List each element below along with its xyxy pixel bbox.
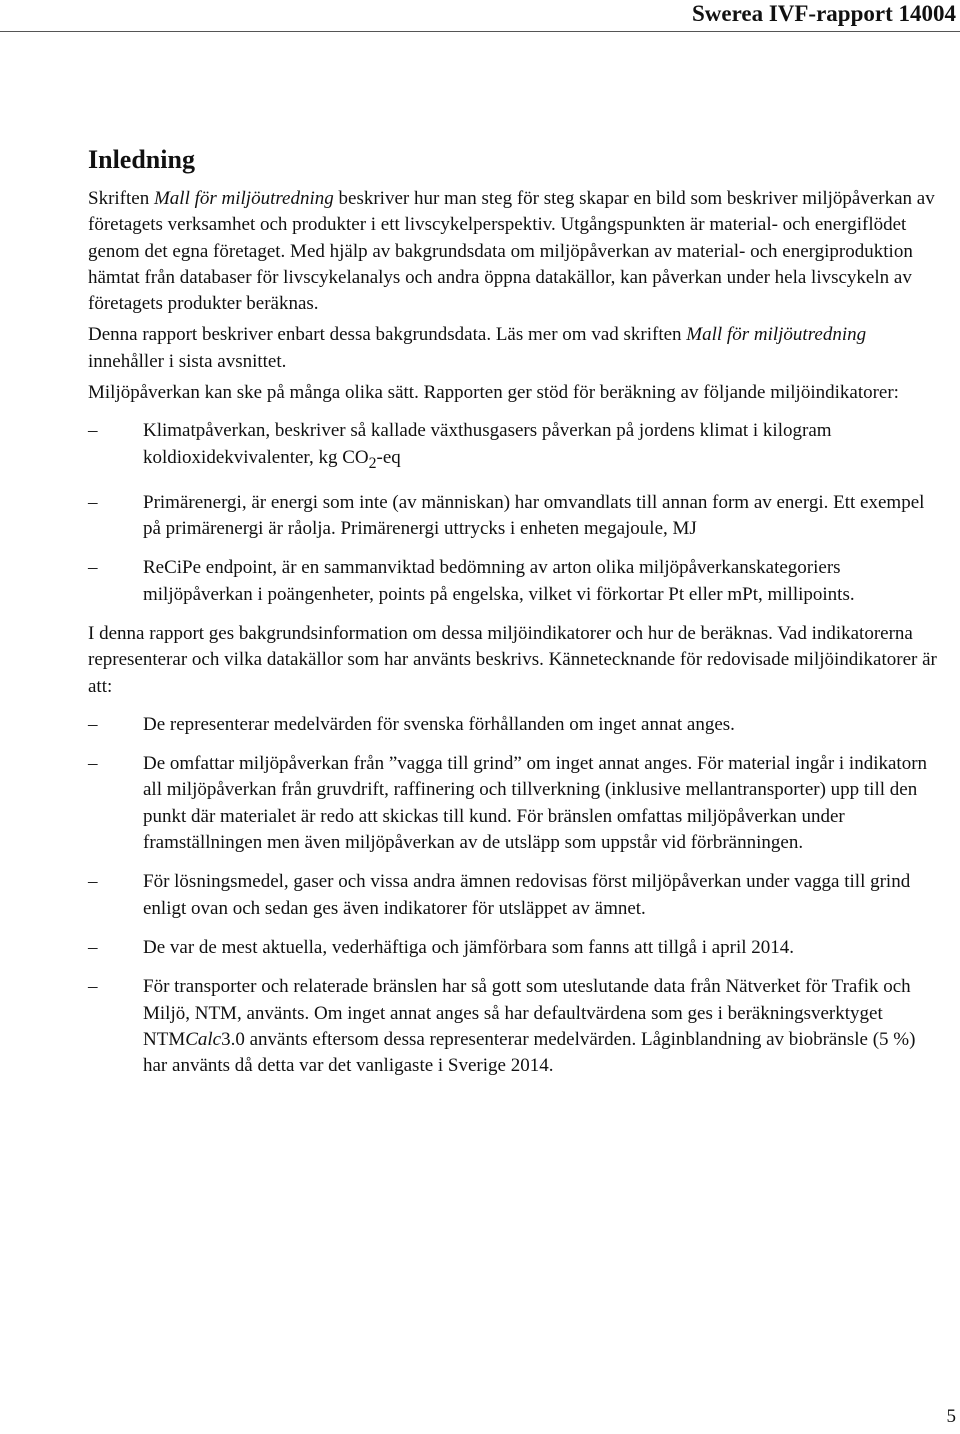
- characteristics-list: [88, 712, 940, 1080]
- list-item: [88, 555, 940, 608]
- intro-publication-title: Mall för miljöutredning: [153, 188, 334, 209]
- characteristic-text: De representerar medelvärden för svenska förhållanden om inget annat anges.: [143, 713, 735, 735]
- dash-marker: –: [88, 420, 98, 442]
- dash-marker: –: [88, 936, 98, 958]
- report-title: Swerea IVF-rapport 14004: [691, 1, 956, 26]
- list-item: [88, 935, 940, 961]
- intro-paragraph: [88, 186, 940, 317]
- list-item: [88, 751, 940, 856]
- list-item: [88, 418, 940, 476]
- climate-indicator-text: Klimatpåverkan, beskriver så kallade växthusgasers påverkan på jordens klimat i kilogram koldioxidekvivalenter, kg CO: [143, 420, 832, 468]
- scope-text-end: innehåller i sista avsnittet.: [88, 350, 287, 372]
- dash-marker: –: [88, 491, 98, 513]
- characteristic-text: De var de mest aktuella, vederhäftiga och jämförbara som fanns att tillgå i april 2014.: [143, 936, 795, 958]
- recipe-indicator-text: ReCiPe endpoint, är en sammanviktad bedömning av arton olika miljöpåverkanskategoriers miljöpåverkan i poängenheter, points på engelska, vilket vi förkortar Pt eller mPt, millipoints.: [143, 557, 855, 605]
- indicators-intro-paragraph: Miljöpåverkan kan ske på många olika sätt. Rapporten ger stöd för beräkning av följande miljöindikatorer:: [88, 382, 899, 404]
- primary-energy-indicator-text: Primärenergi, är energi som inte (av människan) har omvandlats till annan form av energi. Ett exempel på primärenergi är råolja. Primärenergi uttrycks i enheten megajoule, MJ: [143, 491, 925, 540]
- characteristic-text: För lösningsmedel, gaser och vissa andra ämnen redovisas först miljöpåverkan under vagga till grind enligt ovan och sedan ges även indikatorer för utsläppet av ämnet.: [143, 871, 911, 919]
- dash-marker: –: [88, 871, 98, 893]
- scope-publication-title: Mall för miljöutredning: [686, 324, 867, 346]
- ntm-calc-italic: Calc: [185, 1028, 222, 1050]
- characteristic-text: De omfattar miljöpåverkan från ”vagga till grind” om inget annat anges. För material ingår i indikatorn all miljöpåverkan från gruvdrift, raffinering och tillverkning (inklusive mellantransporter) upp till den punkt där materialet är redo att skickas till kund. För bränslen omfattas miljöpåverkan under framställningen men även miljöpåverkan av de utsläpp som uppstår vid förbränningen.: [143, 753, 928, 854]
- header-divider: [0, 31, 960, 32]
- climate-indicator-unit: -eq: [376, 446, 401, 468]
- list-item: [88, 712, 940, 738]
- scope-paragraph: [88, 322, 940, 375]
- page-number: 5: [946, 1406, 956, 1427]
- document-body: [88, 144, 940, 1092]
- background-paragraph: I denna rapport ges bakgrundsinformation om dessa miljöindikatorer och hur de beräknas. Vad indikatorerna representerar och vilka datakällor som har använts beskrivs. Kännetecknande för redovisade miljöindikatorer är att:: [88, 622, 937, 697]
- intro-text-end: beskriver hur man steg för steg skapar en bild som beskriver miljöpåverkan av företagets verksamhet och produkter i ett livscykelperspektiv. Utgångspunkten är material- och energiflödet genom det egna företaget. Med hjälp av bakgrundsdata om miljöpåverkan av material- och energiproduktion hämtat från databaser för livscykelanalys och andra öppna datakällor, kan påverkan under hela livscykeln av företagets produkter beräknas.: [88, 188, 935, 315]
- indicator-list: [88, 418, 940, 608]
- dash-marker: –: [88, 976, 98, 998]
- list-item: [88, 490, 940, 543]
- section-heading: Inledning: [88, 145, 195, 174]
- list-item: [88, 869, 940, 922]
- scope-text-start: Denna rapport beskriver enbart dessa bakgrundsdata. Läs mer om vad skriften: [88, 324, 687, 346]
- dash-marker: –: [88, 753, 98, 775]
- co2-subscript: 2: [368, 454, 377, 472]
- dash-marker: –: [88, 557, 98, 579]
- dash-marker: –: [88, 713, 98, 735]
- intro-text-start: Skriften: [88, 188, 154, 209]
- characteristic-text: För transporter och relaterade bränslen har så gott som uteslutande data från Nätverket för Trafik och Miljö, NTM, använts. Om inget annat anges så har defaultvärdena som ges i beräkningsverktyget NTM: [143, 976, 911, 1050]
- characteristic-text-end: 3.0 använts eftersom dessa representerar medelvärden. Låginblandning av biobränsle (5 %) har använts då detta var det vanligaste i Sverige 2014.: [143, 1028, 916, 1077]
- list-item: [88, 974, 940, 1079]
- page-header: [0, 0, 960, 34]
